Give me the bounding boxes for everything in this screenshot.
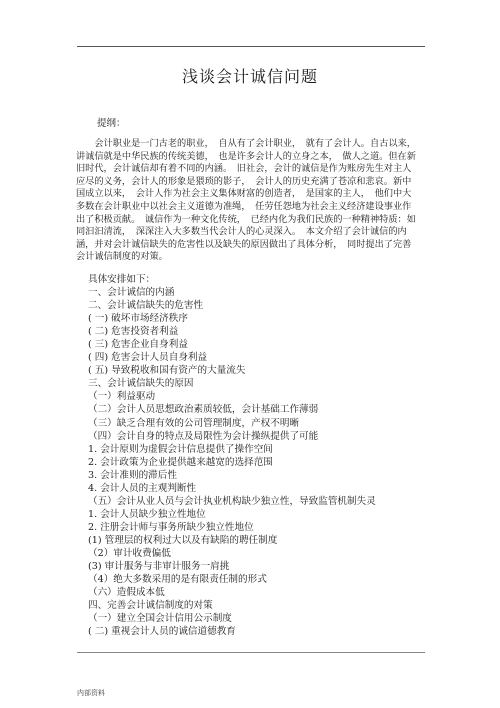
outline-subitem: 2. 会计政策为企业提供越来越宽的选择范围: [88, 456, 273, 468]
outline-subitem: （2）审计收费偏低: [88, 547, 171, 559]
abstract-line: 国成立以来， 会计人作为社会主义集体财富的创造者， 是国家的主人， 他们中大: [76, 188, 412, 200]
outline-item: （六）造假成本低: [88, 587, 165, 599]
outline-item: ( 三) 危害企业自身利益: [88, 339, 188, 351]
outline-section: 四、完善会计诚信制度的对策: [88, 600, 213, 612]
abstract-line: 会计诚信制度的对策。: [76, 251, 168, 263]
header-rule: [77, 46, 425, 47]
abstract-line: 会计职业是一门古老的职业， 自从有了会计职业， 就有了会计人。自古以来，: [76, 138, 416, 149]
outline-item: ( 五) 导致税收和国有资产的大量流失: [88, 365, 246, 377]
outline-item: （一）建立全国会计信用公示制度: [88, 613, 232, 625]
abstract-line: 讲诚信就是中华民族的传统美德， 也是许多会计人的立身之本， 做人之道。但在新: [76, 150, 416, 162]
outline-section: 一、会计诚信的内涵: [88, 287, 175, 299]
outline-subitem: 1. 会计原则为虚假会计信息提供了操作空间: [88, 443, 273, 455]
outline-subitem: 1. 会计人员缺少独立性地位: [88, 508, 206, 520]
outline-subitem: 2. 注册会计师与事务所缺少独立性地位: [88, 521, 254, 533]
outline-item: （三）缺乏合理有效的公司管理制度，产权不明晰: [88, 417, 300, 429]
abstract-line: 同汩汩清流， 深深注入大多数当代会计人的心灵深入。 本文介绍了会计诚信的内: [76, 226, 407, 238]
abstract-line: 涵，并对会计诚信缺失的危害性以及缺失的原因做出了具体分析， 同时提出了完善: [76, 238, 412, 250]
outline-section: 三、会计诚信缺失的原因: [88, 378, 194, 390]
abstract-line: 旧时代，会计诚信却有着不同的内涵。 旧社会，会计的诚信是作为账房先生对主人: [76, 163, 412, 175]
outline-item: （五）会计从业人员与会计执业机构缺少独立性，导致监管机制失灵: [88, 495, 376, 507]
outline-item: ( 一) 破坏市场经济秩序: [88, 313, 188, 325]
abstract-line: 应尽的义务，会计人的形象是猥琐的影子， 会计人的历史充满了苍凉和悲哀。新中: [76, 175, 412, 187]
abstract-line: 出了积极贡献。 诚信作为一种文化传统， 已经内化为我们民族的一种精神特质：如: [76, 213, 416, 225]
outline-item: （二）会计人员思想政治素质较低，会计基础工作薄弱: [88, 404, 319, 416]
outline-item: （一）利益驱动: [88, 391, 156, 403]
outline-subitem: （4）绝大多数采用的是有限责任制的形式: [88, 574, 267, 586]
abstract-label: 提纲：: [97, 118, 126, 129]
outline-subitem: 3. 会计准则的滞后性: [88, 469, 177, 481]
outline-intro: 具体安排如下：: [88, 274, 156, 285]
outline-subitem: (1) 管理层的权利过大以及有缺陷的聘任制度: [88, 534, 278, 546]
outline-item: ( 四) 危害会计人员自身利益: [88, 352, 208, 364]
outline-subitem: 4. 会计人员的主观判断性: [88, 482, 197, 494]
abstract-paragraph: [76, 138, 426, 264]
outline-subitem: (3) 审计服务与非审计服务一肩挑: [88, 561, 230, 573]
outline-item: ( 二) 重视会计人员的诚信道德教育: [88, 626, 236, 638]
abstract-line: 多数在会计职业中以社会主义道德为准绳， 任劳任怨地为社会主义经济建设事业作: [76, 200, 412, 212]
outline-item: ( 二) 危害投资者利益: [88, 326, 179, 338]
outline-list: [76, 273, 426, 638]
footer-rule: [77, 652, 425, 653]
outline-item: （四）会计自身的特点及局限性为会计操纵提供了可能: [88, 430, 319, 442]
outline-section: 二、会计诚信缺失的危害性: [88, 300, 204, 312]
page-title: 浅谈会计诚信问题: [181, 67, 318, 86]
footer-label: 内部资料: [77, 689, 105, 697]
